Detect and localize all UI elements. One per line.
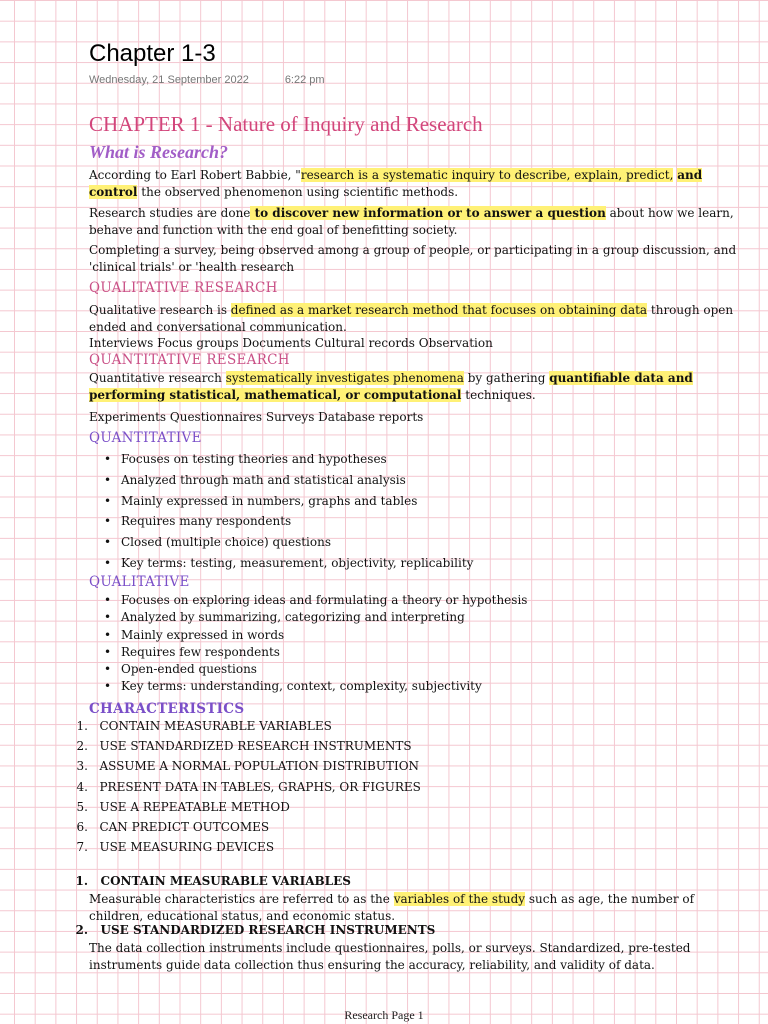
list-number: 7. (76, 840, 88, 855)
list-item: • Open-ended questions (104, 662, 527, 679)
list-text: CONTAIN MEASURABLE VARIABLES (99, 719, 332, 733)
qualitative-research-paragraph (89, 302, 754, 336)
page-footer: Research Page 1 (344, 1008, 424, 1022)
research-purpose-paragraph (89, 205, 754, 239)
list-text: USE STANDARDIZED RESEARCH INSTRUMENTS (99, 739, 412, 754)
list-text: USE A REPEATABLE METHOD (99, 799, 290, 814)
quantitative-research-paragraph (89, 370, 754, 404)
list-item (64, 759, 421, 779)
list-item: • Mainly expressed in numbers, graphs and tables (104, 494, 473, 515)
text-run: such as age, the number of children, educational status, and economic status. (89, 892, 695, 923)
list-number: 1. (75, 874, 88, 888)
list-item (64, 719, 421, 739)
list-item (64, 820, 421, 840)
chapter-heading: CHAPTER 1 - Nature of Inquiry and Research (89, 112, 483, 136)
list-item (64, 780, 421, 800)
detail-2-text: The data collection instruments include questionnaires, polls, or surveys. Standardized, pre-tested instruments guide data collection thus ensuring the accuracy, reliability, and validity of data. (89, 941, 691, 972)
highlight: to discover new information or to answer a question (250, 206, 606, 220)
quantitative-methods: Experiments Questionnaires Surveys Database reports (89, 410, 424, 424)
list-number: 6. (76, 819, 88, 834)
list-item: • Focuses on exploring ideas and formulating a theory or hypothesis (104, 593, 527, 610)
text-run: techniques. (461, 388, 536, 402)
detail-title-text: CONTAIN MEASURABLE VARIABLES (100, 874, 351, 888)
highlight: quantifiable data and performing statistical, mathematical, or computational (89, 371, 693, 402)
detail-1-text (89, 891, 729, 925)
text-run: Measurable characteristics are referred to as the (89, 892, 394, 906)
research-definition-paragraph (89, 167, 754, 201)
text-run: According to Earl Robert Babbie, " (89, 168, 301, 182)
list-number: 5. (76, 799, 88, 814)
detail-title-text: USE STANDARDIZED RESEARCH INSTRUMENTS (100, 923, 436, 937)
list-item: • Key terms: testing, measurement, objectivity, replicability (104, 556, 473, 577)
qualitative-methods: Interviews Focus groups Documents Cultural records Observation (89, 336, 493, 350)
list-number: 2. (75, 923, 88, 937)
list-number: 3. (76, 759, 88, 774)
list-text: ASSUME A NORMAL POPULATION DISTRIBUTION (99, 759, 420, 774)
list-item: • Closed (multiple choice) questions (104, 535, 473, 556)
page-date: Wednesday, 21 September 2022 (89, 74, 249, 86)
text-run: Research studies are done (89, 206, 251, 220)
research-examples-paragraph: Completing a survey, being observed among a group of people, or participating in a group discussion, and 'clinical trials' or 'health research (89, 243, 737, 274)
text-run: about how we learn, behave and function with the end goal of benefitting society. (89, 206, 734, 237)
detail-2-title (64, 923, 435, 937)
highlight: defined as a market research method that focuses on obtaining data (230, 303, 648, 317)
list-text: USE MEASURING DEVICES (99, 840, 275, 855)
highlight: systematically investigates phenomena (225, 371, 464, 385)
qualitative-heading: QUALITATIVE (89, 574, 190, 590)
page-title: Chapter 1-3 (89, 40, 216, 67)
highlight: and control (89, 168, 703, 199)
highlight: research is a systematic inquiry to describe, explain, predict, (300, 168, 674, 182)
list-text: CAN PREDICT OUTCOMES (99, 819, 270, 834)
list-item (64, 739, 421, 759)
quantitative-heading: QUANTITATIVE (89, 430, 202, 446)
list-text: PRESENT DATA IN TABLES, GRAPHS, OR FIGURES (99, 779, 421, 794)
qualitative-research-heading: QUALITATIVE RESEARCH (89, 280, 278, 296)
text-run: the observed phenomenon using scientific methods. (137, 185, 459, 199)
characteristics-heading: CHARACTERISTICS (89, 701, 245, 717)
list-item: • Analyzed by summarizing, categorizing and interpreting (104, 610, 527, 627)
list-item: • Analyzed through math and statistical analysis (104, 473, 473, 494)
qualitative-list (104, 593, 527, 697)
quantitative-list (104, 452, 473, 577)
list-number: 2. (76, 739, 88, 754)
quantitative-research-heading: QUANTITATIVE RESEARCH (89, 352, 290, 368)
text-run: through open ended and conversational communication. (89, 303, 734, 334)
page-time: 6:22 pm (284, 74, 325, 86)
page-meta (89, 74, 325, 86)
detail-1-title (64, 874, 351, 888)
characteristics-list (64, 719, 421, 860)
what-is-research-heading: What is Research? (89, 142, 229, 162)
text-run: Quantitative research (89, 371, 226, 385)
list-item: • Focuses on testing theories and hypotheses (104, 452, 473, 473)
list-item: • Key terms: understanding, context, complexity, subjectivity (104, 679, 527, 696)
list-item: • Requires many respondents (104, 514, 473, 535)
highlight: variables of the study (393, 892, 526, 906)
list-item: • Mainly expressed in words (104, 628, 527, 645)
list-item: • Requires few respondents (104, 645, 527, 662)
list-number: 1. (76, 719, 88, 733)
text-run: Qualitative research is (89, 303, 231, 317)
text-run: by gathering (463, 371, 550, 385)
list-item (64, 840, 421, 860)
list-item (64, 800, 421, 820)
list-number: 4. (76, 779, 88, 794)
